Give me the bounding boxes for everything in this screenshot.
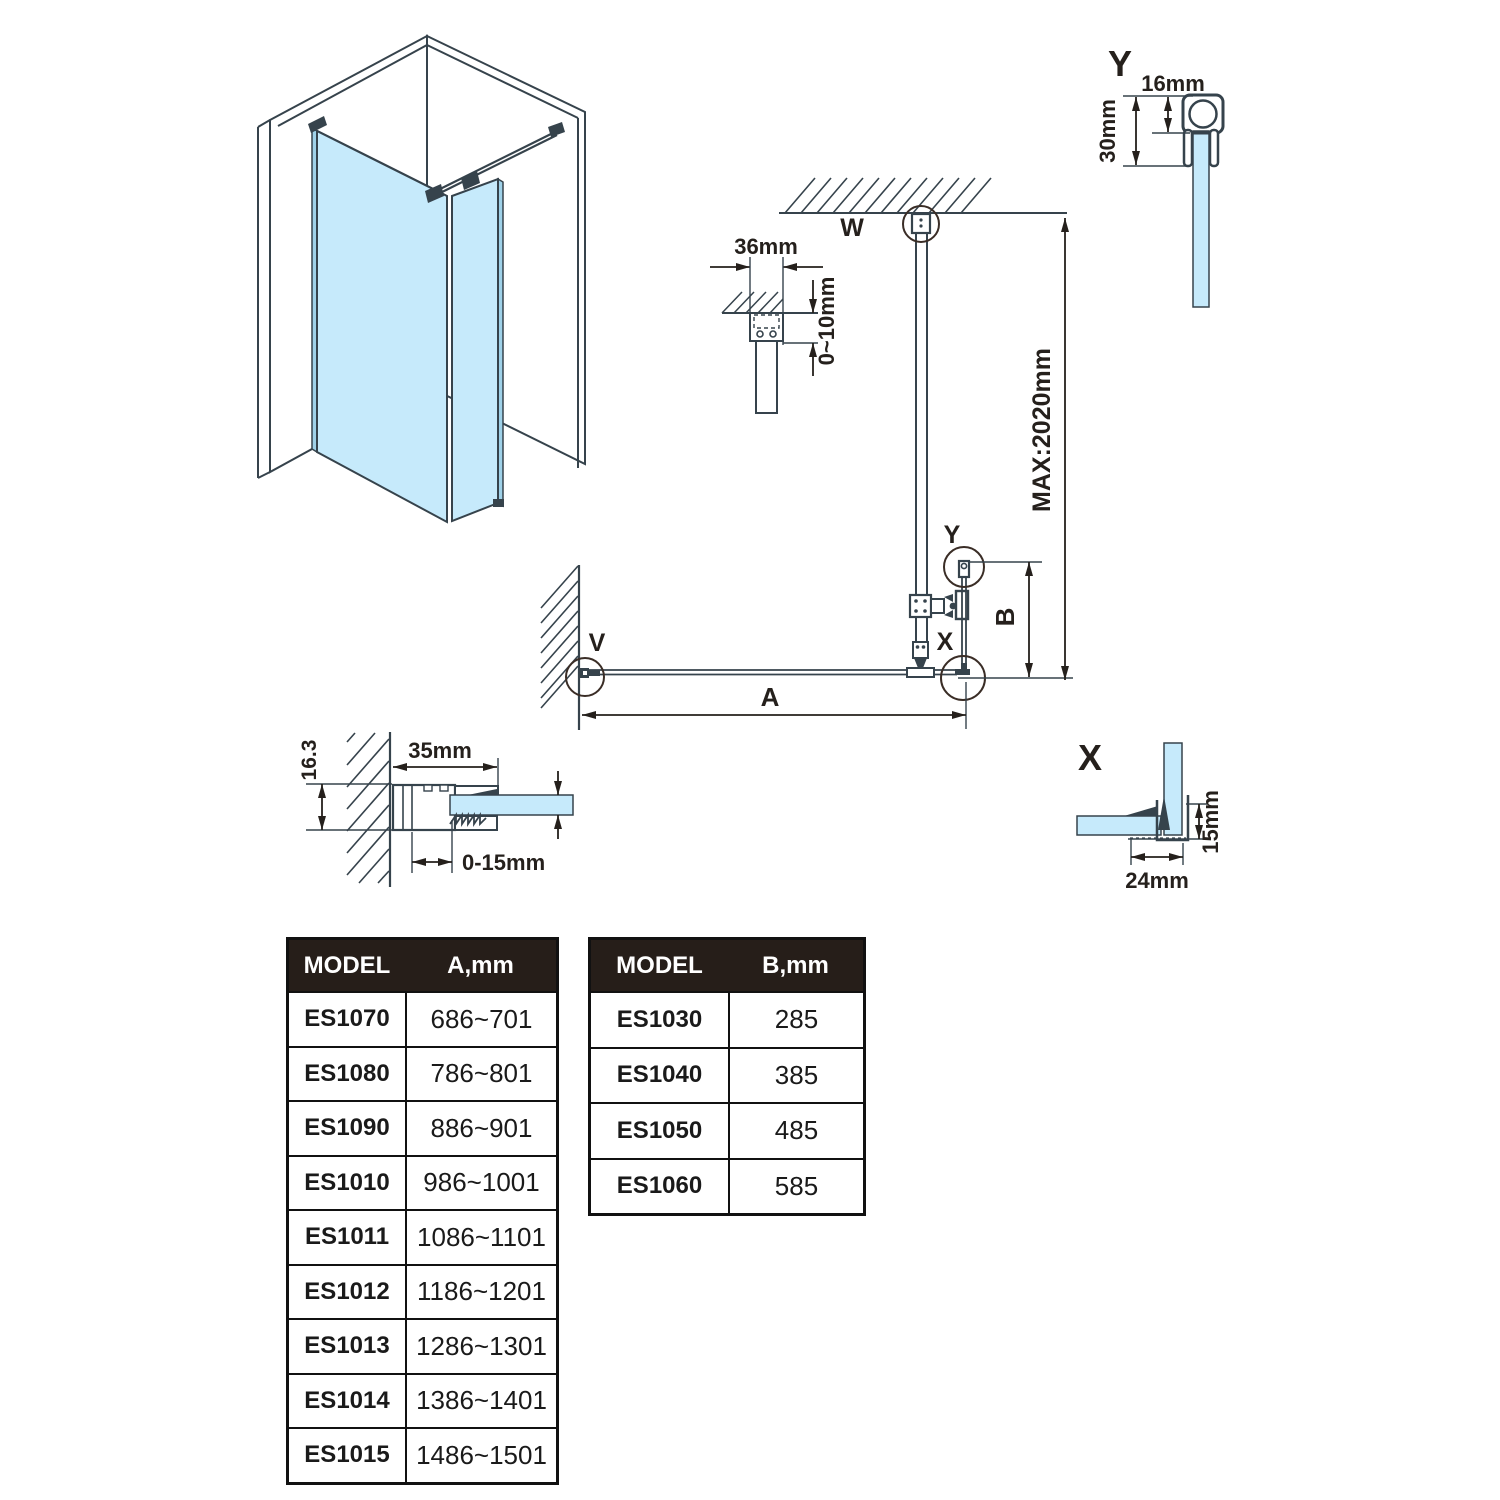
label-w: W xyxy=(840,214,864,242)
glass-tick-top-arrow xyxy=(554,781,562,795)
value-cell: 986~1001 xyxy=(423,1167,540,1198)
d16-arrow-bottom xyxy=(1164,118,1172,132)
clamp-dot xyxy=(914,609,918,613)
model-cell: ES1050 xyxy=(591,1104,730,1158)
return-glass-panel xyxy=(452,179,498,521)
table-row xyxy=(289,1318,556,1373)
profile-notch xyxy=(424,785,432,791)
table-row xyxy=(289,1373,556,1428)
value-cell: 285 xyxy=(774,1004,819,1035)
v-bracket-arm xyxy=(589,670,600,676)
d30-arrow-bottom xyxy=(1132,151,1140,165)
value-cell: 1386~1401 xyxy=(416,1385,547,1416)
y-clamp-tube xyxy=(1190,101,1217,128)
clamp-jaw xyxy=(944,594,953,602)
x-corner-piece2 xyxy=(961,663,967,669)
d015-arrow-left xyxy=(412,858,426,866)
a-arrow-right xyxy=(952,711,966,719)
right-wall-face xyxy=(427,36,585,464)
table-a-header-value: A,mm xyxy=(447,951,514,979)
mount-screw-dot xyxy=(919,224,922,227)
mount-screw-dot xyxy=(919,218,922,221)
d24-arrow-left xyxy=(1131,853,1145,861)
return-panel-foot xyxy=(493,499,504,507)
dim-0-10mm: 0~10mm xyxy=(814,276,839,366)
b-arrow-top xyxy=(1025,562,1033,576)
wall-hatch xyxy=(541,566,578,708)
dim-max-height: MAX:2020mm xyxy=(1028,348,1056,512)
profile-spring-zigzag xyxy=(450,815,486,824)
model-cell: ES1010 xyxy=(289,1157,407,1210)
model-cell: ES1015 xyxy=(289,1429,407,1482)
d35-arrow-right xyxy=(483,763,497,771)
model-cell: ES1030 xyxy=(591,993,730,1047)
value-cell: 686~701 xyxy=(430,1003,533,1034)
d163-arrow-top xyxy=(318,784,326,798)
model-table-b xyxy=(588,937,866,1216)
foot-plate xyxy=(907,668,934,677)
foot-dot xyxy=(916,645,920,649)
model-cell: ES1012 xyxy=(289,1266,407,1319)
table-row xyxy=(289,1264,556,1319)
table-row xyxy=(289,991,556,1046)
x-corner-piece xyxy=(955,669,970,675)
value-cell: 1486~1501 xyxy=(416,1439,547,1470)
table-row xyxy=(591,1047,863,1103)
dim-a: A xyxy=(760,682,780,712)
detail-y-view xyxy=(1095,43,1223,307)
section-glass xyxy=(450,795,573,815)
y-clamp-leg-left xyxy=(1184,130,1192,166)
d36-arrow-left xyxy=(736,263,750,271)
model-cell: ES1040 xyxy=(591,1049,730,1103)
table-a-header xyxy=(289,940,556,991)
model-cell: ES1090 xyxy=(289,1102,407,1155)
foot-dot xyxy=(922,645,926,649)
dim-15mm: 15mm xyxy=(1198,790,1223,854)
model-cell: ES1011 xyxy=(289,1211,407,1264)
clamp-arm xyxy=(931,599,944,613)
table-row xyxy=(591,1102,863,1158)
dim-30mm: 30mm xyxy=(1095,99,1120,163)
dim-0-15mm: 0-15mm xyxy=(462,850,546,875)
pole-foot xyxy=(913,642,928,658)
detail-x-view xyxy=(1077,737,1223,893)
model-cell: ES1014 xyxy=(289,1375,407,1428)
model-cell: ES1080 xyxy=(289,1048,407,1101)
x-gasket-fin-horizontal xyxy=(1124,806,1158,816)
table-b-header-value: B,mm xyxy=(762,951,829,979)
a-arrow-left xyxy=(582,711,596,719)
dim-35mm: 35mm xyxy=(408,738,472,763)
glass-tick-bottom-arrow xyxy=(554,815,562,829)
sub-bracket-body xyxy=(750,313,783,341)
wall-profile-section xyxy=(298,732,573,887)
table-b-header-model: MODEL xyxy=(616,951,703,979)
table-row xyxy=(591,991,863,1047)
d015-arrow-right xyxy=(438,858,452,866)
d35-arrow-left xyxy=(393,763,407,771)
clamp-dot xyxy=(923,599,927,603)
pole-ceiling-mount xyxy=(912,214,930,233)
label-x: X xyxy=(936,628,954,656)
clamp-dot xyxy=(914,599,918,603)
sub-pole xyxy=(756,341,777,413)
d30-arrow-top xyxy=(1132,97,1140,111)
model-cell: ES1070 xyxy=(289,993,407,1046)
foot-wedge xyxy=(914,658,927,668)
d16-arrow-top xyxy=(1164,97,1172,111)
dim-24mm: 24mm xyxy=(1125,868,1189,893)
label-y: Y xyxy=(943,521,961,549)
dim-b: B xyxy=(990,607,1020,627)
value-cell: 1086~1101 xyxy=(417,1221,546,1252)
dim-16mm: 16mm xyxy=(1141,71,1205,96)
model-cell: ES1013 xyxy=(289,1320,407,1373)
table-row xyxy=(289,1427,556,1482)
table-row xyxy=(289,1046,556,1101)
model-cell: ES1060 xyxy=(591,1160,730,1214)
ceiling-hatch xyxy=(785,178,991,213)
clamp-jaw xyxy=(944,610,953,618)
value-cell: 786~801 xyxy=(430,1058,533,1089)
table-row xyxy=(289,1209,556,1264)
table-row xyxy=(289,1100,556,1155)
left-wall-outer-bottom-edge xyxy=(258,472,270,478)
value-cell: 485 xyxy=(774,1115,819,1146)
detail-y-title: Y xyxy=(1107,43,1133,84)
dim-36mm: 36mm xyxy=(734,234,798,259)
label-v: V xyxy=(588,629,606,657)
table-row xyxy=(591,1158,863,1214)
y-glass-strip xyxy=(1193,131,1209,307)
value-cell: 886~901 xyxy=(430,1112,533,1143)
table-a-header-model: MODEL xyxy=(303,951,391,979)
profile-notch2 xyxy=(440,785,448,791)
isometric-view xyxy=(258,36,585,522)
table-b-header xyxy=(591,940,863,991)
value-cell: 1186~1201 xyxy=(417,1276,546,1307)
sub-ceiling-hatch xyxy=(722,292,783,313)
value-cell: 385 xyxy=(774,1059,819,1090)
b-arrow-bottom xyxy=(1025,663,1033,677)
d163-arrow-bottom xyxy=(318,816,326,830)
x-horizontal-glass xyxy=(1077,816,1161,835)
support-pole xyxy=(916,233,927,655)
v-bracket-inner xyxy=(583,671,587,675)
max-arrow-top xyxy=(1061,218,1069,232)
plan-view xyxy=(541,178,1073,730)
main-glass-panel xyxy=(317,131,447,522)
model-table-a xyxy=(286,937,559,1485)
pole-clamp xyxy=(910,595,931,617)
d24-arrow-right xyxy=(1169,853,1183,861)
clamp-dot xyxy=(923,609,927,613)
detail-x-title: X xyxy=(1077,737,1103,778)
dim-16-3: 16.3 xyxy=(298,739,321,781)
left-wall-outer-top-edge xyxy=(258,120,270,127)
section-wall-hatch xyxy=(347,733,389,883)
bracket-subdrawing xyxy=(710,234,839,413)
value-cell: 585 xyxy=(774,1170,819,1201)
value-cell: 1286~1301 xyxy=(416,1330,547,1361)
y-clamp-leg-right xyxy=(1210,130,1218,166)
d36-arrow-right xyxy=(783,263,797,271)
table-row xyxy=(289,1155,556,1210)
